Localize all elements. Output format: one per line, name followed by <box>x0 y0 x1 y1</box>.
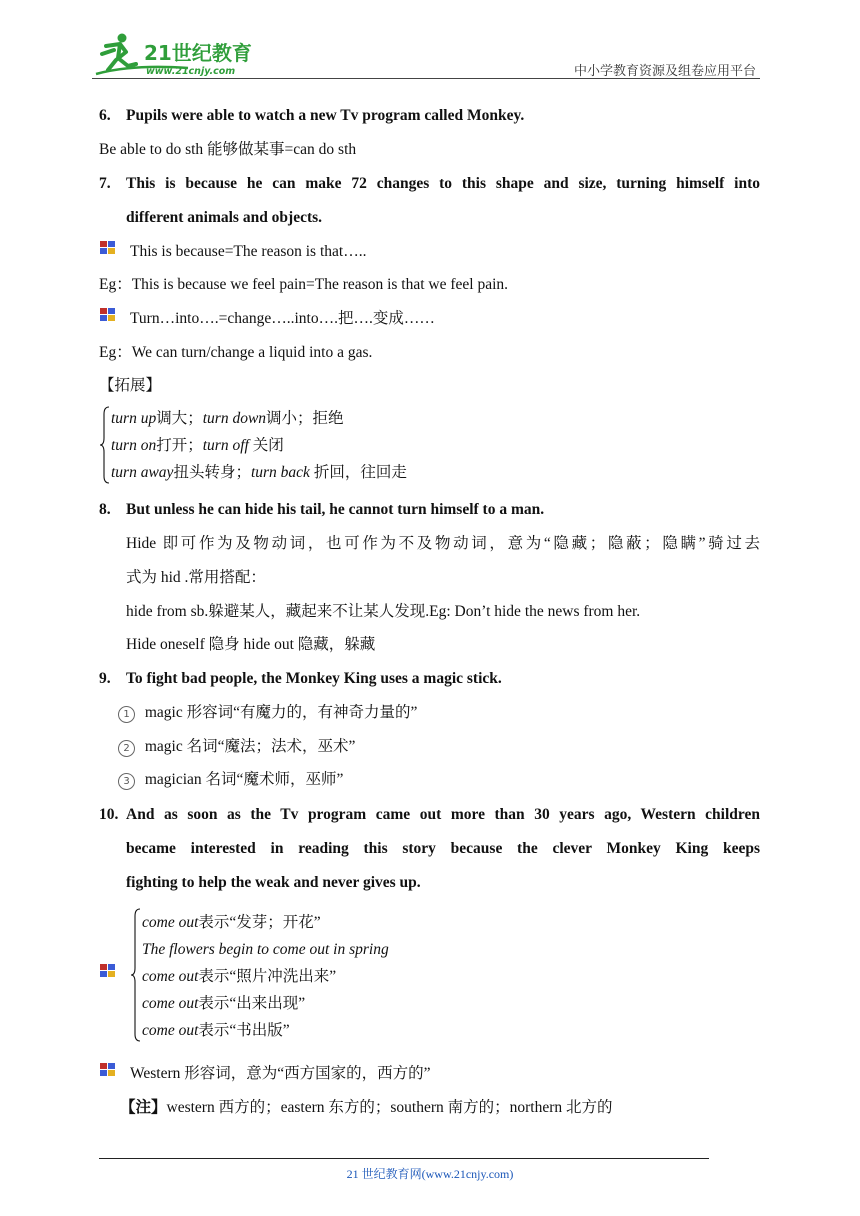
question-7-line1: This is because he can make 72 changes to this shape and size, turning himself into <box>126 175 760 192</box>
note-6a: Be able to do sth 能够做某事=can do sth <box>99 141 357 158</box>
svg-text:21世纪教育: 21世纪教育 <box>144 41 252 65</box>
come-out-row-3: come out表示“照片冲洗出来” <box>142 968 337 985</box>
item-number-7: 7. <box>99 175 111 192</box>
svg-text:www.21cnjy.com: www.21cnjy.com <box>146 66 236 77</box>
question-10-line3: fighting to help the weak and never gives up. <box>126 874 421 891</box>
brace-left-icon <box>100 406 110 489</box>
extension-row-1: turn up调大；turn down调小；拒绝 <box>111 410 344 427</box>
question-10-line1: And as soon as the Tv program came out more than 30 years ago, Western children <box>126 806 760 823</box>
note-7a: This is because=The reason is that….. <box>130 243 367 260</box>
note-8d: Hide oneself 隐身 hide out 隐藏，躲藏 <box>126 636 376 653</box>
extension-row-2: turn on打开；turn off 关闭 <box>111 437 284 454</box>
brace-left-icon <box>131 908 141 1047</box>
bookmark-bullet-icon <box>100 308 117 323</box>
example-7a: Eg：This is because we feel pain=The reason is that we feel pain. <box>99 276 509 293</box>
item-number-10: 10. <box>99 806 119 823</box>
question-10-line2: became interested in reading this story because the clever Monkey King keeps <box>126 840 760 857</box>
item-number-6: 6. <box>99 107 111 124</box>
example-7b: Eg：We can turn/change a liquid into a gas. <box>99 344 373 361</box>
bookmark-bullet-icon <box>100 1063 117 1078</box>
come-out-row-5: come out表示“书出版” <box>142 1022 290 1039</box>
item-number-9: 9. <box>99 670 111 687</box>
footnote <box>120 1098 613 1118</box>
meaning-item-3: 3 magician 名词“魔术师，巫师” <box>118 770 343 790</box>
note-8b: 式为 hid .常用搭配： <box>126 569 266 586</box>
footnote-label: 【注】 <box>120 1099 167 1116</box>
question-7-line2: different animals and objects. <box>126 209 323 226</box>
note-8a: Hide 即可作为及物动词，也可作为不及物动词，意为“隐藏；隐蔽；隐瞒”骑过去 <box>126 535 760 552</box>
header-divider <box>92 78 760 79</box>
come-out-row-1: come out表示“发芽；开花” <box>142 914 321 931</box>
meaning-item-2: 2 magic 名词“魔法；法术，巫术” <box>118 737 355 757</box>
note-8c: hide from sb.躲避某人，藏起来不让某人发现.Eg: Don’t hide the news from her. <box>126 603 641 620</box>
bookmark-bullet-icon <box>100 241 117 256</box>
question-8: But unless he can hide his tail, he cannot turn himself to a man. <box>126 501 545 518</box>
extension-row-3: turn away扭头转身；turn back 折回，往回走 <box>111 464 407 481</box>
circled-number: 3 <box>118 773 135 790</box>
question-6: Pupils were able to watch a new Tv program called Monkey. <box>126 107 525 124</box>
platform-title: 中小学教育资源及组卷应用平台 <box>573 64 756 79</box>
item-number-8: 8. <box>99 501 111 518</box>
footer-divider <box>99 1158 709 1159</box>
bookmark-bullet-icon <box>100 964 117 979</box>
come-out-row-2: The flowers begin to come out in spring <box>142 941 389 958</box>
footer-link[interactable]: 21 世纪教育网(www.21cnjy.com) <box>346 1167 514 1181</box>
site-logo <box>92 30 262 80</box>
western-note: Western 形容词，意为“西方国家的，西方的” <box>130 1065 431 1082</box>
footnote-text: western 西方的；eastern 东方的；southern 南方的；northern 北方的 <box>166 1099 613 1116</box>
question-9: To fight bad people, the Monkey King uses a magic stick. <box>126 670 502 687</box>
circled-number: 1 <box>118 706 135 723</box>
come-out-row-4: come out表示“出来出现” <box>142 995 306 1012</box>
meaning-item-1: 1 magic 形容词“有魔力的，有神奇力量的” <box>118 703 417 723</box>
note-7b: Turn…into….=change…..into….把….变成…… <box>130 310 435 327</box>
extension-title: 【拓展】 <box>99 377 162 394</box>
circled-number: 2 <box>118 740 135 757</box>
